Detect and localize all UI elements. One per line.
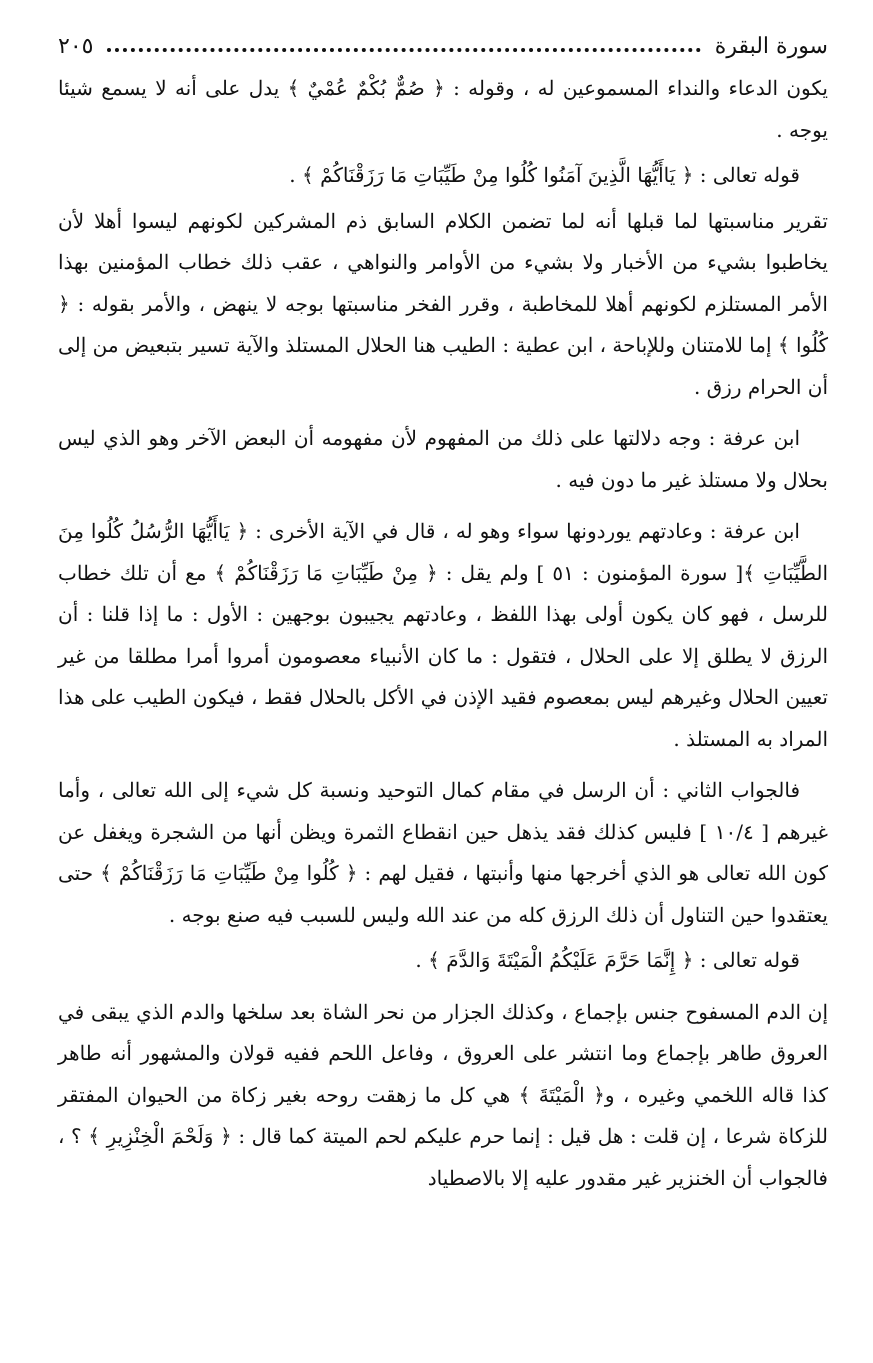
header-dotted-leader xyxy=(107,48,700,52)
surah-title: سورة البقرة xyxy=(714,33,828,59)
paragraph-5: ابن عرفة : وعادتهم يوردونها سواء وهو له ، قال في الآية الأخرى : ﴿ يَاأَيُّهَا الرُّسُلُ كُلُوا مِنَ الطَّيِّبَاتِ ﴾[ سورة المؤمنون : ٥١ ] ولم يقل : ﴿ مِنْ طَيِّبَاتِ مَا رَزَقْنَاكُمْ ﴾ مع أن تلك خطاب للرسل ، فهو كان يكون أولى بهذا اللفظ ، وعادتهم يجيبون بوجهين : الأول : ما إذا قلنا : أن الرزق لا يطلق إلا على الحلال ، فتقول : ما كان الأنبياء معصومون أمروا أمرا مطلقا من غير تعيين الحلال وغيرهم ليس بمعصوم فقيد الإذن في الأكل بالحلال فقط ، فيكون الطيب على هذا المراد به المستلذ . xyxy=(58,519,829,751)
page-number: ٢٠٥ xyxy=(58,33,94,59)
document-page xyxy=(58,28,828,1348)
paragraph-6: فالجواب الثاني : أن الرسل في مقام كمال التوحيد ونسبة كل شيء إلى الله تعالى ، وأما غيرهم [ ١٠/٤ ] فليس كذلك فقد يذهل حين انقطاع الثمرة ويظن أنها من الشجرة ويغفل عن كون الله تعالى هو الذي أخرجها منها وأنبتها ، فقيل لهم : ﴿ كُلُوا مِنْ طَيِّبَاتِ مَا رَزَقْنَاكُمْ ﴾ حتى يعتقدوا حين التناول أن ذلك الرزق كله من عند الله وليس للسبب فيه صنع بوجه . xyxy=(58,778,829,927)
paragraph-8: إن الدم المسفوح جنس بإجماع ، وكذلك الجزار من نحر الشاة بعد سلخها والدم الذي يبقى في العروق طاهر بإجماع وما انتشر على العروق ، وفاعل اللحم ففيه قولان والمشهور أنه طاهر كذا قاله اللخمي وغيره ، و﴿ الْمَيْتَةَ ﴾ هي كل ما زهقت روحه بغير زكاة من الحيوان المفتقر للزكاة شرعا ، إن قلت : هل قيل : إنما حرم عليكم لحم الميتة كما قال : ﴿ وَلَحْمَ الْخِنْزِيرِ ﴾ ؟ ، فالجواب أن الخنزير غير مقدور عليه إلا بالاصطياد xyxy=(58,999,828,1190)
page-body xyxy=(58,68,828,1199)
page-header xyxy=(58,28,828,64)
paragraph-3: تقرير مناسبتها لما قبلها أنه لما تضمن الكلام السابق ذم المشركين لكونهم ليسوا أهلا لأن يخاطبوا بشيء من الأخبار ولا بشيء من الأوامر والنواهي ، عقب ذلك خطاب المؤمنين بهذا الأمر المستلزم لكونهم أهلا للمخاطبة ، وقرر الفخر مناسبتها بوجه لا ينهض ، والأمر بقوله : ﴿ كُلُوا ﴾ إما للامتنان وللإباحة ، ابن عطية : الطيب هنا الحلال المستلذ والآية تسير بتبعيض من إلى أن الحرام رزق . xyxy=(58,208,828,399)
paragraph-7: قوله تعالى : ﴿ إِنَّمَا حَرَّمَ عَلَيْكُمُ الْمَيْتَةَ وَالدَّمَ ﴾ . xyxy=(415,948,800,972)
paragraph-1: يكون الدعاء والنداء المسموعين له ، وقوله : ﴿ صُمٌّ بُكْمٌ عُمْيٌ ﴾ يدل على أنه لا يسمع شيئا يوجه . xyxy=(58,76,828,142)
paragraph-4: ابن عرفة : وجه دلالتها على ذلك من المفهوم لأن مفهومه أن البعض الآخر وهو الذي ليس بحلال ولا مستلذ غير ما دون فيه . xyxy=(58,426,828,492)
paragraph-2: قوله تعالى : ﴿ يَاأَيُّهَا الَّذِينَ آمَنُوا كُلُوا مِنْ طَيِّبَاتِ مَا رَزَقْنَاكُمْ ﴾ . xyxy=(289,163,800,187)
